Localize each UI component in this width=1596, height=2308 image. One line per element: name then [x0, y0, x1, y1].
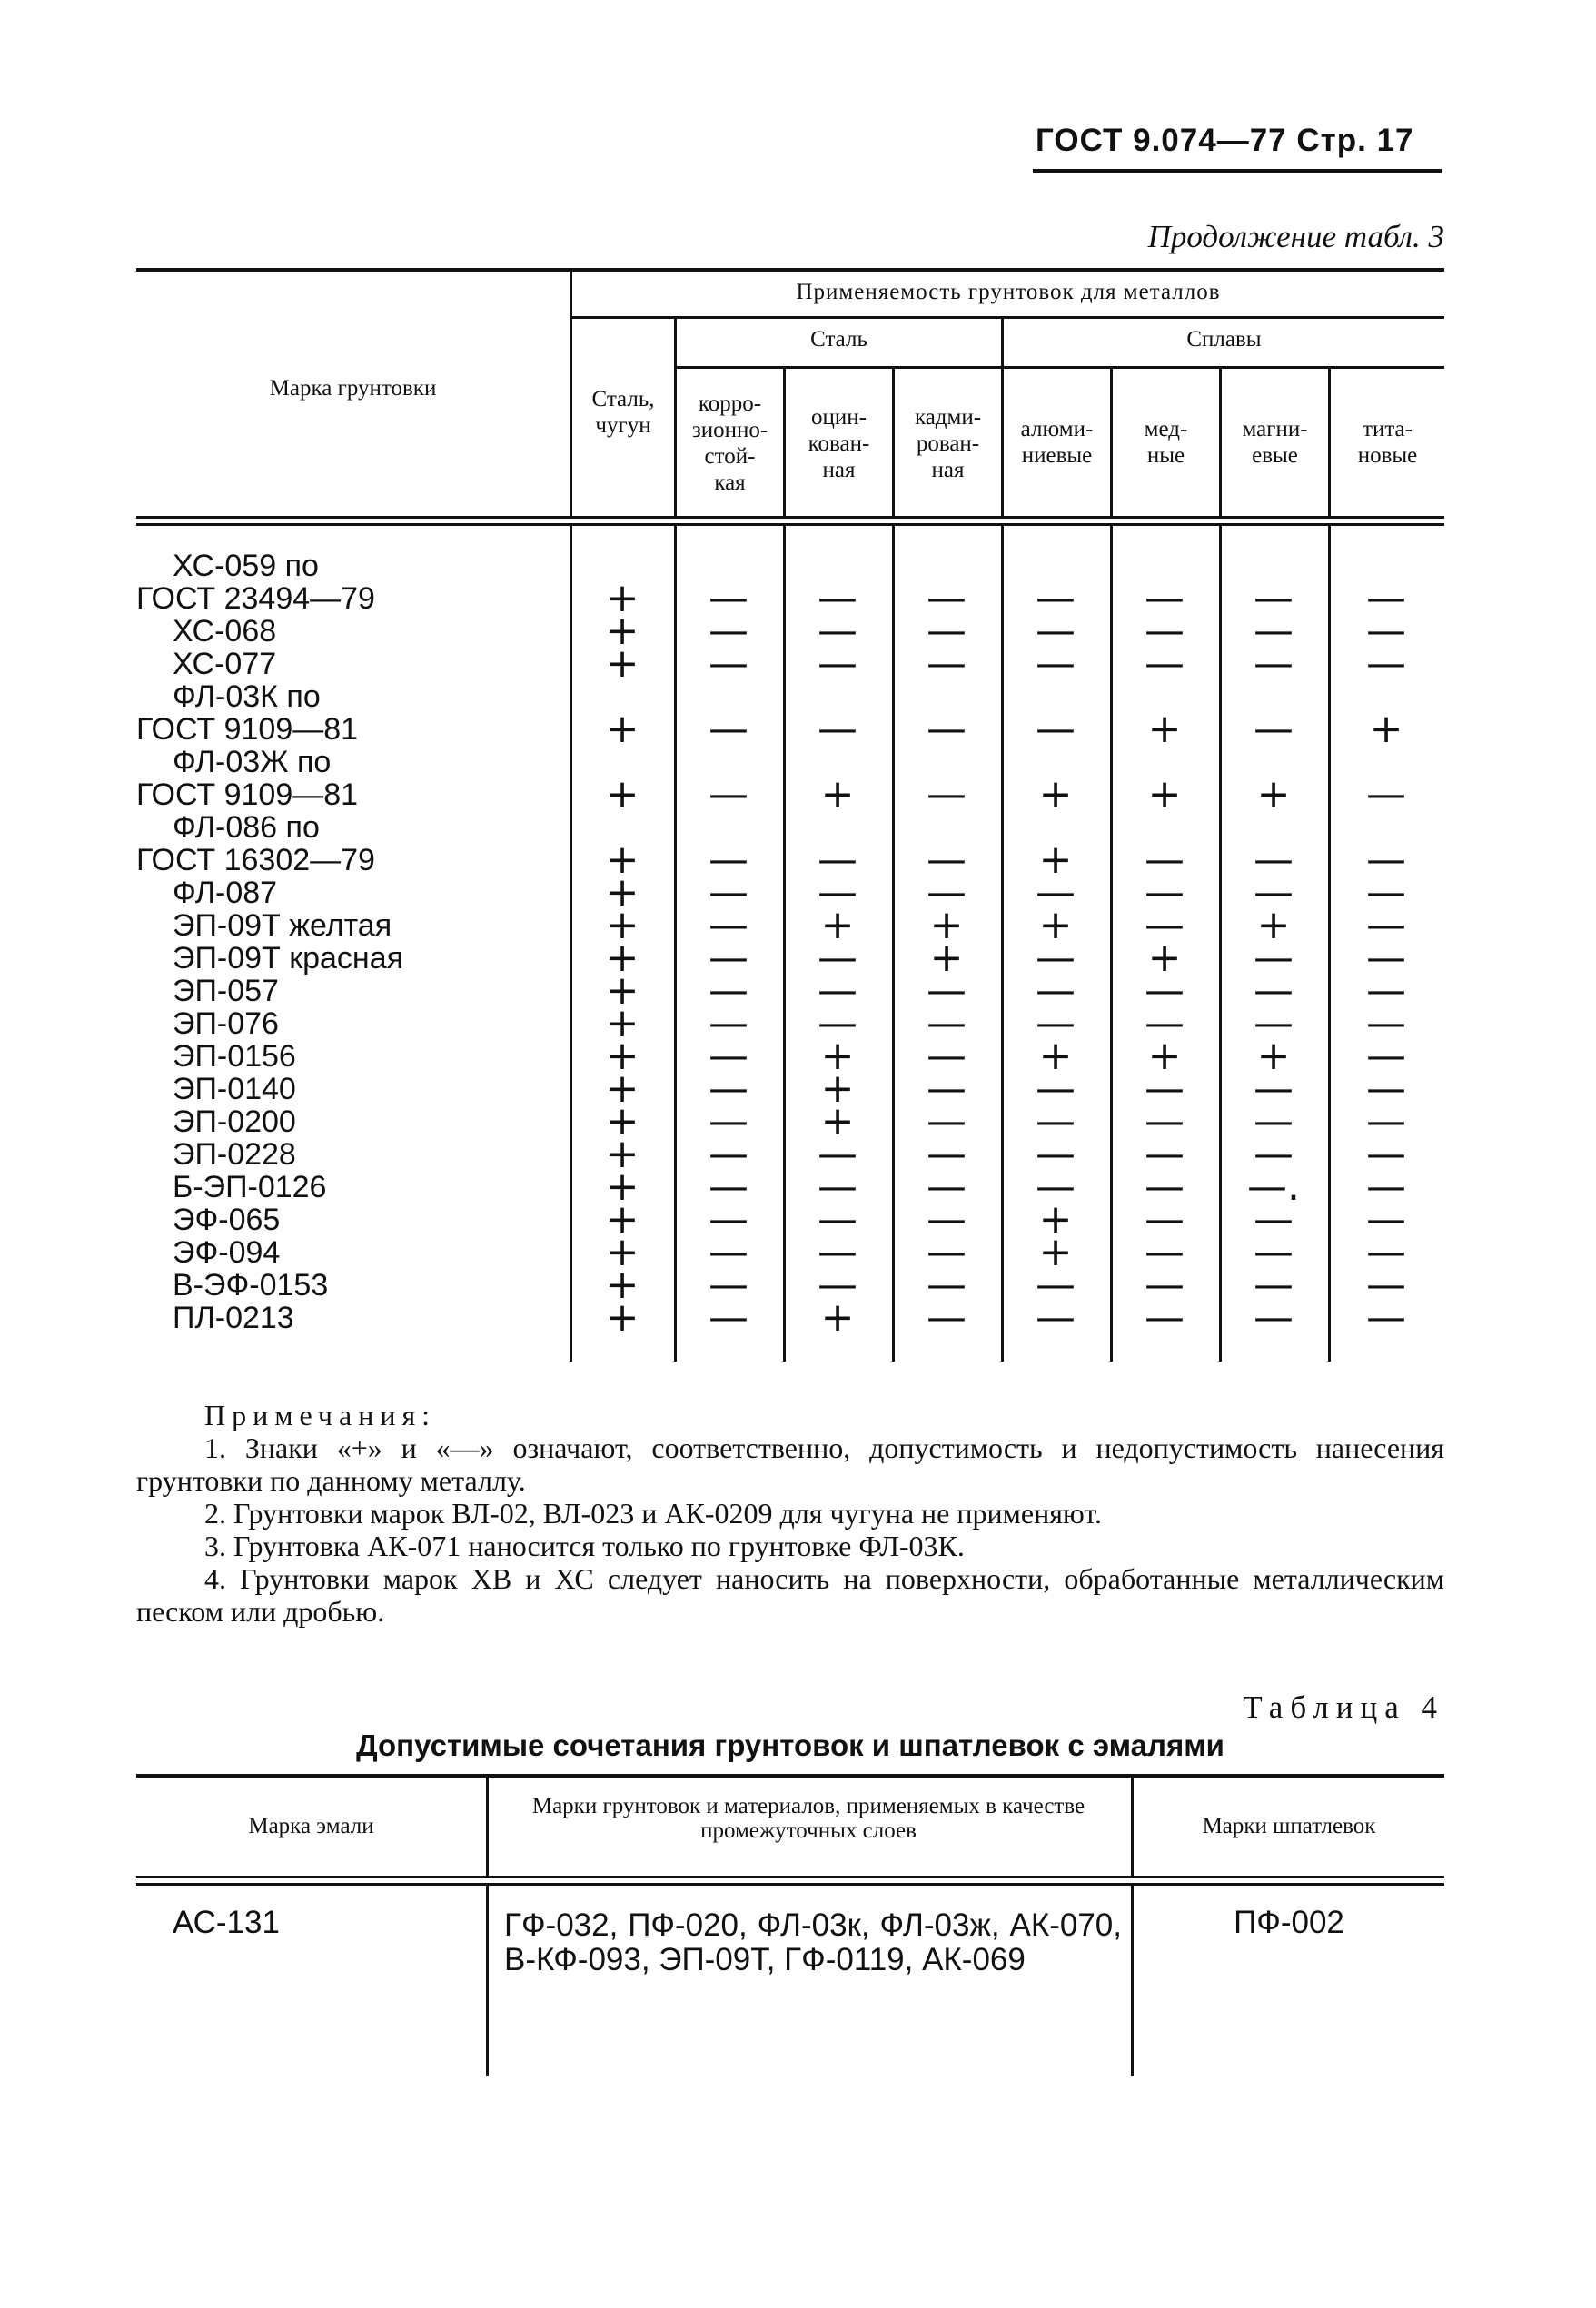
plus-mark: +: [929, 902, 964, 948]
primer-brand-line: ГОСТ 9109—81: [136, 778, 359, 812]
plus-mark: +: [605, 869, 639, 916]
dash-mark: —: [1145, 1000, 1185, 1046]
dash-mark: —: [1254, 869, 1294, 916]
dash-mark: —.: [1247, 1164, 1300, 1210]
dash-mark: —: [1254, 1294, 1294, 1341]
dash-mark: —: [1254, 837, 1294, 883]
dash-mark: —: [709, 1262, 748, 1308]
column-header-cadmium-plated: кадми- рован- ная: [914, 405, 982, 482]
dash-mark: —: [927, 575, 967, 621]
dash-mark: —: [709, 771, 748, 817]
plus-mark: +: [1038, 837, 1073, 883]
dash-mark: —: [1145, 575, 1185, 621]
column-header-titanium: тита- новые: [1357, 417, 1418, 468]
dash-mark: —: [709, 1196, 748, 1243]
alloys-header: Сплавы: [1186, 327, 1262, 352]
plus-mark: +: [820, 1033, 855, 1079]
column-header-steel-iron: Сталь, чугун: [591, 387, 655, 438]
note-item: 2. Грунтовки марок ВЛ-02, ВЛ-023 и АК-0209 для чугуна не применяют.: [204, 1497, 1102, 1530]
applicability-row: [136, 1098, 1444, 1144]
putty-brand-header: Марки шпатлевок: [1202, 1814, 1376, 1838]
applicability-row: [136, 1229, 1444, 1275]
plus-mark: +: [605, 706, 639, 752]
applicability-row: [136, 869, 1444, 916]
primer-brand-line: Б-ЭП-0126: [173, 1170, 327, 1204]
plus-mark: +: [605, 1131, 639, 1177]
primer-brand-line: ГОСТ 9109—81: [136, 712, 359, 747]
dash-mark: —: [1254, 575, 1294, 621]
plus-mark: +: [605, 608, 639, 654]
dash-mark: —: [927, 1131, 967, 1177]
dash-mark: —: [1366, 1033, 1406, 1079]
dash-mark: —: [1145, 640, 1185, 687]
header-bottom-rule: [136, 516, 1444, 519]
dash-mark: —: [1145, 1229, 1185, 1275]
dash-mark: —: [818, 1131, 857, 1177]
dash-mark: —: [818, 837, 857, 883]
primer-brand-line: ЭП-0140: [173, 1072, 296, 1106]
primer-brand-line: ГОСТ 16302—79: [136, 843, 375, 877]
primer-applicability-table: [136, 268, 1444, 1367]
column-header-magnesium: магни- евые: [1242, 417, 1308, 468]
page-header-title: ГОСТ 9.074—77 Стр. 17: [1036, 123, 1414, 158]
dash-mark: —: [709, 1033, 748, 1079]
dash-mark: —: [927, 869, 967, 916]
dash-mark: —: [818, 869, 857, 916]
enamel-brand-cell: АС-131: [173, 1905, 280, 1940]
dash-mark: —: [1145, 967, 1185, 1014]
dash-mark: —: [709, 869, 748, 916]
dash-mark: —: [1254, 1229, 1294, 1275]
dash-mark: —: [927, 1065, 967, 1112]
primer-brand-line: ЭП-09Т желтая: [173, 908, 392, 943]
primer-brand-line: ЭП-0228: [173, 1137, 296, 1172]
dash-mark: —: [818, 1229, 857, 1275]
table-top-rule: [136, 1774, 1444, 1778]
dash-mark: —: [1366, 869, 1406, 916]
dash-mark: —: [927, 771, 967, 817]
column-header-aluminum: алюми- ниевые: [1020, 417, 1094, 468]
primer-brand-line: ХС-059 по: [173, 549, 319, 583]
plus-mark: +: [1038, 902, 1073, 948]
dash-mark: —: [709, 575, 748, 621]
group-header-rule: [572, 316, 1444, 319]
dash-mark: —: [1366, 1065, 1406, 1112]
primer-brand-line: ЭП-09Т красная: [173, 941, 404, 976]
applicability-row: [136, 902, 1444, 948]
table4-caption: Допустимые сочетания грунтовок и шпатлевок с эмалями: [356, 1729, 1224, 1762]
dash-mark: —: [1366, 1000, 1406, 1046]
dash-mark: —: [927, 1229, 967, 1275]
dash-mark: —: [709, 608, 748, 654]
applicability-row: [136, 935, 1444, 981]
dash-mark: —: [1145, 1294, 1185, 1341]
primer-brand-line: ФЛ-03Ж по: [173, 745, 332, 779]
dash-mark: —: [1366, 575, 1406, 621]
plus-mark: +: [605, 1262, 639, 1308]
table4-label: Таблица 4: [1243, 1689, 1444, 1725]
dash-mark: —: [1254, 1262, 1294, 1308]
plus-mark: +: [820, 1098, 855, 1144]
dash-mark: —: [1254, 1196, 1294, 1243]
dash-mark: —: [818, 1000, 857, 1046]
primer-brand-line: ФЛ-03К по: [173, 679, 321, 714]
dash-mark: —: [1254, 935, 1294, 981]
dash-mark: —: [1366, 640, 1406, 687]
dash-mark: —: [1366, 1262, 1406, 1308]
dash-mark: —: [709, 1229, 748, 1275]
dash-mark: —: [927, 1294, 967, 1341]
plus-mark: +: [1038, 1033, 1073, 1079]
primer-brand-line: ЭП-0156: [173, 1039, 296, 1074]
dash-mark: —: [818, 1164, 857, 1210]
plus-mark: +: [1147, 706, 1182, 752]
plus-mark: +: [605, 771, 639, 817]
primer-brand-line: ЭП-057: [173, 974, 279, 1008]
note-item: 4. Грунтовки марок ХВ и ХС следует наносить на поверхности, обработанные металлическим песком или дробью.: [136, 1562, 1444, 1628]
dash-mark: —: [1366, 1098, 1406, 1144]
dash-mark: —: [818, 706, 857, 752]
primer-enamel-combinations-table: [136, 1774, 1444, 2083]
plus-mark: +: [605, 575, 639, 621]
dash-mark: —: [1366, 902, 1406, 948]
applicability-row: [136, 706, 1444, 752]
primer-brand-line: ХС-077: [173, 647, 277, 681]
plus-mark: +: [605, 935, 639, 981]
dash-mark: —: [1254, 1065, 1294, 1112]
dash-mark: —: [1366, 1294, 1406, 1341]
dash-mark: —: [709, 1098, 748, 1144]
dash-mark: —: [927, 1033, 967, 1079]
plus-mark: +: [605, 1033, 639, 1079]
plus-mark: +: [605, 640, 639, 687]
primer-brand-line: ЭП-0200: [173, 1104, 296, 1139]
dash-mark: —: [709, 1065, 748, 1112]
dash-mark: —: [1036, 869, 1076, 916]
plus-mark: +: [605, 1164, 639, 1210]
dash-mark: —: [1145, 869, 1185, 916]
column-divider: [486, 1886, 489, 2076]
dash-mark: —: [927, 1164, 967, 1210]
plus-mark: +: [1038, 771, 1073, 817]
plus-mark: +: [1038, 1196, 1073, 1243]
dash-mark: —: [1145, 1262, 1185, 1308]
dash-mark: —: [709, 1000, 748, 1046]
dash-mark: —: [1145, 1196, 1185, 1243]
dash-mark: —: [1254, 640, 1294, 687]
applicability-row: [136, 608, 1444, 654]
dash-mark: —: [818, 608, 857, 654]
dash-mark: —: [927, 1098, 967, 1144]
dash-mark: —: [1366, 1229, 1406, 1275]
steel-header: Сталь: [810, 327, 867, 352]
plus-mark: +: [1038, 1229, 1073, 1275]
dash-mark: —: [818, 575, 857, 621]
plus-mark: +: [605, 967, 639, 1014]
group-header: Применяемость грунтовок для металлов: [796, 280, 1221, 304]
dash-mark: —: [927, 608, 967, 654]
brand-column-header: Марка грунтовки: [269, 376, 437, 401]
header-bottom-rule: [136, 1876, 1444, 1878]
dash-mark: —: [818, 640, 857, 687]
plus-mark: +: [820, 771, 855, 817]
primer-brand-line: ХС-068: [173, 614, 277, 649]
dash-mark: —: [1254, 1098, 1294, 1144]
dash-mark: —: [927, 640, 967, 687]
plus-mark: +: [1256, 902, 1291, 948]
plus-mark: +: [1147, 771, 1182, 817]
plus-mark: +: [605, 1065, 639, 1112]
plus-mark: +: [605, 1000, 639, 1046]
notes-title: Примечания:: [204, 1399, 437, 1431]
plus-mark: +: [605, 1098, 639, 1144]
dash-mark: —: [1036, 575, 1076, 621]
plus-mark: +: [1256, 1033, 1291, 1079]
applicability-row: [136, 640, 1444, 687]
primer-brand-line: ПЛ-0213: [173, 1301, 294, 1335]
applicability-row: [136, 575, 1444, 621]
dash-mark: —: [927, 1262, 967, 1308]
applicability-row: [136, 1000, 1444, 1046]
applicability-row: [136, 1294, 1444, 1341]
dash-mark: —: [1254, 967, 1294, 1014]
plus-mark: +: [605, 1196, 639, 1243]
plus-mark: +: [1256, 771, 1291, 817]
dash-mark: —: [1036, 1294, 1076, 1341]
dash-mark: —: [1366, 1196, 1406, 1243]
column-header-copper: мед- ные: [1144, 417, 1188, 468]
dash-mark: —: [709, 1164, 748, 1210]
note-item: 1. Знаки «+» и «—» означают, соответственно, допустимость и недопустимость нанесения грунтовки по данному металлу.: [136, 1431, 1444, 1497]
primer-materials-header: Марки грунтовок и материалов, применяемых в качестве промежуточных слоев: [531, 1794, 1085, 1843]
notes-block: [136, 1399, 1444, 1628]
dash-mark: —: [1366, 1131, 1406, 1177]
dash-mark: —: [818, 935, 857, 981]
dash-mark: —: [709, 935, 748, 981]
dash-mark: —: [1036, 1131, 1076, 1177]
dash-mark: —: [1036, 935, 1076, 981]
dash-mark: —: [709, 1131, 748, 1177]
applicability-row: [136, 1262, 1444, 1308]
dash-mark: —: [1366, 935, 1406, 981]
dash-mark: —: [1254, 1000, 1294, 1046]
primer-brand-line: ЭП-076: [173, 1006, 279, 1041]
dash-mark: —: [818, 1262, 857, 1308]
dash-mark: —: [709, 837, 748, 883]
primer-brand-line: ЭФ-065: [173, 1203, 281, 1237]
dash-mark: —: [927, 1000, 967, 1046]
note-item: 3. Грунтовка АК-071 наносится только по грунтовке ФЛ-03К.: [204, 1530, 965, 1562]
primer-materials-cell: ГФ-032, ПФ-020, ФЛ-03к, ФЛ-03ж, АК-070, В-КФ-093, ЭП-09Т, ГФ-0119, АК-069: [504, 1907, 1122, 1977]
primer-brand-line: В-ЭФ-0153: [173, 1268, 329, 1303]
dash-mark: —: [709, 967, 748, 1014]
dash-mark: —: [1145, 837, 1185, 883]
primer-brand-line: ЭФ-094: [173, 1235, 281, 1270]
column-header-corrosion-resistant: корро- зионно- стой- кая: [691, 391, 768, 495]
dash-mark: —: [1366, 837, 1406, 883]
applicability-row: [136, 771, 1444, 817]
dash-mark: —: [709, 706, 748, 752]
plus-mark: +: [605, 1294, 639, 1341]
plus-mark: +: [1369, 706, 1403, 752]
dash-mark: —: [927, 967, 967, 1014]
applicability-row: [136, 837, 1444, 883]
plus-mark: +: [1147, 1033, 1182, 1079]
dash-mark: —: [1145, 902, 1185, 948]
dash-mark: —: [1036, 1262, 1076, 1308]
plus-mark: +: [820, 1065, 855, 1112]
plus-mark: +: [820, 1294, 855, 1341]
plus-mark: +: [605, 1229, 639, 1275]
header-bottom-rule-2: [136, 523, 1444, 526]
dash-mark: —: [1036, 1098, 1076, 1144]
plus-mark: +: [605, 902, 639, 948]
applicability-row: [136, 1164, 1444, 1210]
dash-mark: —: [818, 967, 857, 1014]
dash-mark: —: [1036, 706, 1076, 752]
dash-mark: —: [1254, 608, 1294, 654]
enamel-brand-header: Марка эмали: [248, 1814, 374, 1838]
dash-mark: —: [1036, 1065, 1076, 1112]
plus-mark: +: [605, 837, 639, 883]
dash-mark: —: [1366, 1164, 1406, 1210]
dash-mark: —: [1145, 608, 1185, 654]
plus-mark: +: [1147, 935, 1182, 981]
dash-mark: —: [1145, 1098, 1185, 1144]
dash-mark: —: [1145, 1131, 1185, 1177]
dash-mark: —: [1036, 1164, 1076, 1210]
dash-mark: —: [1254, 706, 1294, 752]
table-continuation-label: Продолжение табл. 3: [1147, 219, 1444, 254]
dash-mark: —: [709, 1294, 748, 1341]
primer-brand-line: ФЛ-087: [173, 876, 278, 910]
header-rule: [1033, 169, 1442, 173]
applicability-row: [136, 1033, 1444, 1079]
dash-mark: —: [1036, 640, 1076, 687]
dash-mark: —: [818, 1196, 857, 1243]
dash-mark: —: [927, 1196, 967, 1243]
table-top-rule: [136, 268, 1444, 272]
applicability-row: [136, 967, 1444, 1014]
primer-brand-line: ФЛ-086 по: [173, 810, 320, 845]
plus-mark: +: [820, 902, 855, 948]
dash-mark: —: [709, 902, 748, 948]
dash-mark: —: [927, 837, 967, 883]
dash-mark: —: [1036, 1000, 1076, 1046]
applicability-row: [136, 1065, 1444, 1112]
applicability-row: [136, 1196, 1444, 1243]
primer-brand-line: ГОСТ 23494—79: [136, 581, 375, 616]
dash-mark: —: [1366, 771, 1406, 817]
column-divider: [486, 1778, 489, 1876]
dash-mark: —: [1145, 1164, 1185, 1210]
dash-mark: —: [709, 640, 748, 687]
dash-mark: —: [1366, 608, 1406, 654]
dash-mark: —: [1366, 967, 1406, 1014]
dash-mark: —: [927, 706, 967, 752]
header-bottom-rule-2: [136, 1883, 1444, 1886]
dash-mark: —: [1145, 1065, 1185, 1112]
column-header-galvanized: оцин- кован- ная: [808, 405, 870, 482]
dash-mark: —: [1036, 608, 1076, 654]
plus-mark: +: [929, 935, 964, 981]
putty-brand-cell: ПФ-002: [1234, 1905, 1344, 1940]
dash-mark: —: [1036, 967, 1076, 1014]
dash-mark: —: [1254, 1131, 1294, 1177]
